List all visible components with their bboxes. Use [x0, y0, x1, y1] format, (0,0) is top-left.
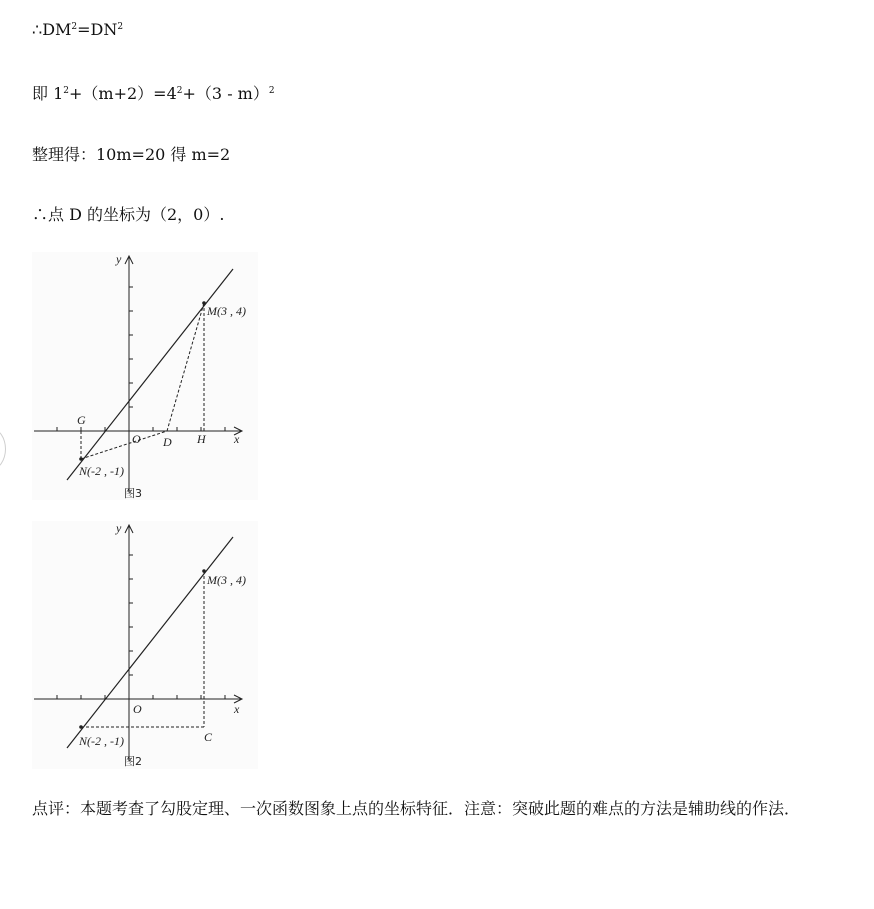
exponent: 2 [117, 22, 124, 32]
point-g-label: G [77, 413, 86, 427]
point-c-label: C [204, 730, 213, 744]
figure-2-graph [32, 521, 258, 769]
origin-label: O [133, 702, 142, 716]
exponent: 2 [71, 22, 78, 32]
eq2-tail: +（3 - m） [182, 84, 269, 103]
figure-3 [32, 252, 258, 500]
point-n-label: N(-2 , -1) [79, 464, 124, 478]
axis-ticks [57, 555, 225, 699]
point-n-label: N(-2 , -1) [79, 734, 124, 748]
point-m-label: M(3 , 4) [207, 304, 246, 318]
eq2-mid: +（m+2）=4 [69, 84, 177, 103]
x-axis-label: x [234, 432, 240, 446]
exponent: 2 [268, 86, 275, 96]
figure-3-graph [32, 252, 258, 500]
comment-paragraph: 点评：本题考查了勾股定理、一次函数图象上点的坐标特征．注意：突破此题的难点的方法是辅助线的作法． [32, 799, 801, 818]
y-axis-label: y [116, 521, 122, 535]
point-m [202, 569, 206, 573]
exponent: 2 [176, 86, 183, 96]
equation-line-2 [32, 81, 275, 104]
axis-ticks [57, 287, 225, 431]
point-n [79, 457, 83, 461]
figure-2 [32, 521, 258, 769]
function-line [67, 269, 233, 480]
origin-label: O [132, 432, 141, 446]
exponent: 2 [63, 86, 70, 96]
conclusion-line: ∴点 D 的坐标为（2，0）. [32, 205, 225, 224]
point-n [79, 725, 83, 729]
point-d-label: D [163, 435, 172, 449]
x-axis-label: x [234, 702, 240, 716]
figure-3-caption: 图3 [124, 487, 142, 500]
auxiliary-lines [81, 571, 204, 727]
page-edge-circle-decoration [0, 428, 6, 470]
point-m-label: M(3 , 4) [207, 573, 246, 587]
equation-line-3: 整理得：10m=20 得 m=2 [32, 145, 231, 164]
equation-line-1 [32, 20, 123, 39]
y-axis-label: y [116, 252, 122, 266]
figure-2-caption: 图2 [124, 755, 142, 768]
therefore-symbol: ∴ [32, 20, 43, 39]
term-dn: =DN [77, 20, 118, 39]
term-dm: DM [42, 20, 72, 39]
eq2-prefix: 即 1 [32, 84, 64, 103]
auxiliary-lines [81, 303, 204, 459]
point-m [202, 301, 206, 305]
point-h-label: H [197, 432, 206, 446]
function-line [67, 537, 233, 748]
